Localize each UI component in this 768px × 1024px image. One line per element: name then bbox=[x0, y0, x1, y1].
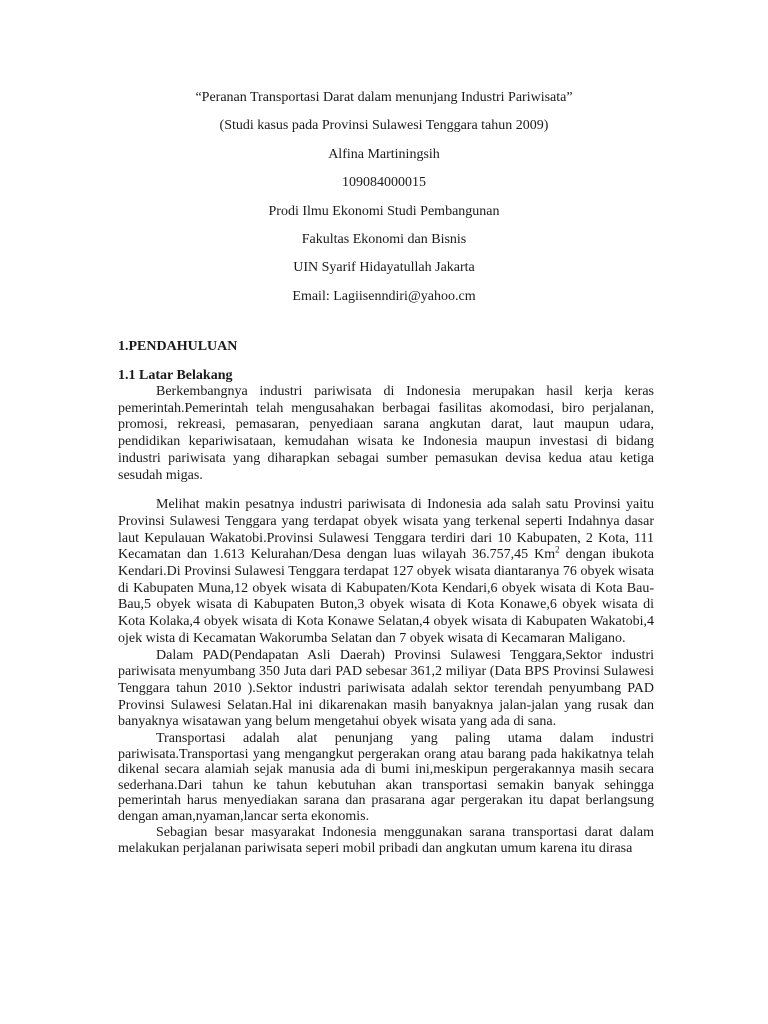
author-name: Alfina Martiningsih bbox=[328, 146, 440, 162]
paragraph-5: Sebagian besar masyarakat Indonesia menggunakan sarana transportasi darat dalam melakukan perjalanan pariwisata seperi mobil pribadi dan angkutan umum karena itu dirasa bbox=[118, 824, 654, 857]
author-email: Email: Lagiisenndiri@yahoo.cm bbox=[292, 288, 476, 304]
study-program: Prodi Ilmu Ekonomi Studi Pembangunan bbox=[268, 203, 500, 219]
subsection-heading-latar-belakang: 1.1 Latar Belakang bbox=[118, 368, 233, 383]
paper-subtitle: (Studi kasus pada Provinsi Sulawesi Tenggara tahun 2009) bbox=[219, 118, 549, 134]
paragraph-2 bbox=[118, 497, 654, 647]
title-block bbox=[0, 84, 768, 311]
paragraph-1: Berkembangnya industri pariwisata di Indonesia merupakan hasil kerja keras pemerintah.Pemerintah telah mengusahakan berbagai fasilitas akomodasi, biro perjalanan, promosi, rekreasi, pemasaran, penyediaan sarana angkutan darat, laut maupun udara, pendidikan kepariwisataan, kemudahan wisata ke Indonesia maupun investasi di bidang industri pariwisata yang diharapkan sebagai sumber pemasukan devisa kedua atau ketiga sesudah migas. bbox=[118, 384, 654, 483]
section-heading-pendahuluan: 1.PENDAHULUAN bbox=[118, 339, 238, 354]
paper-title: “Peranan Transportasi Darat dalam menunjang Industri Pariwisata” bbox=[195, 90, 573, 105]
faculty-name: Fakultas Ekonomi dan Bisnis bbox=[301, 232, 467, 248]
university-name: UIN Syarif Hidayatullah Jakarta bbox=[293, 260, 475, 276]
body-text bbox=[118, 384, 654, 858]
superscript-squared: 2 bbox=[555, 544, 560, 555]
paragraph-4: Transportasi adalah alat penunjang yang paling utama dalam industri pariwisata.Transportasi yang mengangkut pergerakan orang atau barang pada hakikatnya telah dikenal secara alamiah sejak manusia ada di bumi ini,meskipun pergerakannya masih secara sederhana.Dari tahun ke tahun kebutuhan akan transportasi semakin banyak sehingga pemerintah harus menyediakan sarana dan prasarana agar pergerakan itu dapat berlangsung dengan aman,nyaman,lancar serta ekonomis. bbox=[118, 731, 654, 825]
paragraph-3: Dalam PAD(Pendapatan Asli Daerah) Provinsi Sulawesi Tenggara,Sektor industri pariwisata menyumbang 350 Juta dari PAD sebesar 361,2 miliyar (Data BPS Provinsi Sulawesi Tenggara tahun 2010 ).Sektor industri pariwisata adalah sektor terendah penyumbang PAD Provinsi Sulawesi Selatan.Hal ini dikarenakan masih banyaknya jalan-jalan yang rusak dan banyaknya wisatawan yang belum mengetahui obyek wisata yang ada di sana. bbox=[118, 647, 654, 730]
paragraph-2-part-2: dengan ibukota Kendari.Di Provinsi Sulawesi Tenggara terdapat 127 obyek wisata diantaranya 76 obyek wisata di Kabupaten Muna,12 obyek wisata di Kabupaten/Kota Kendari,6 obyek wisata di Kota Bau-Bau,5 obyek wisata di Kabupaten Buton,3 obyek wisata di Kota Konawe,6 obyek wisata di Kota Kolaka,4 obyek wisata di Kota Konawe Selatan,4 obyek wisata di Kabupaten Wakatobi,4 ojek wista di Kecamatan Wakorumba Selatan dan 7 obyek wisata di Kecamaran Maligano. bbox=[118, 547, 654, 646]
student-id: 109084000015 bbox=[342, 175, 426, 191]
paragraph-2-part-1: Melihat makin pesatnya industri pariwisata di Indonesia ada salah satu Provinsi yaitu Provinsi Sulawesi Tenggara yang terdapat obyek wisata yang terkenal seperti Indahnya dasar laut Kepulauan Wakatobi.Provinsi Sulawesi Tenggara terdiri dari 10 Kabupaten, 2 Kota, 111 Kecamatan dan 1.613 Kelurahan/Desa dengan luas wilayah 36.757,45 Km bbox=[118, 497, 654, 563]
